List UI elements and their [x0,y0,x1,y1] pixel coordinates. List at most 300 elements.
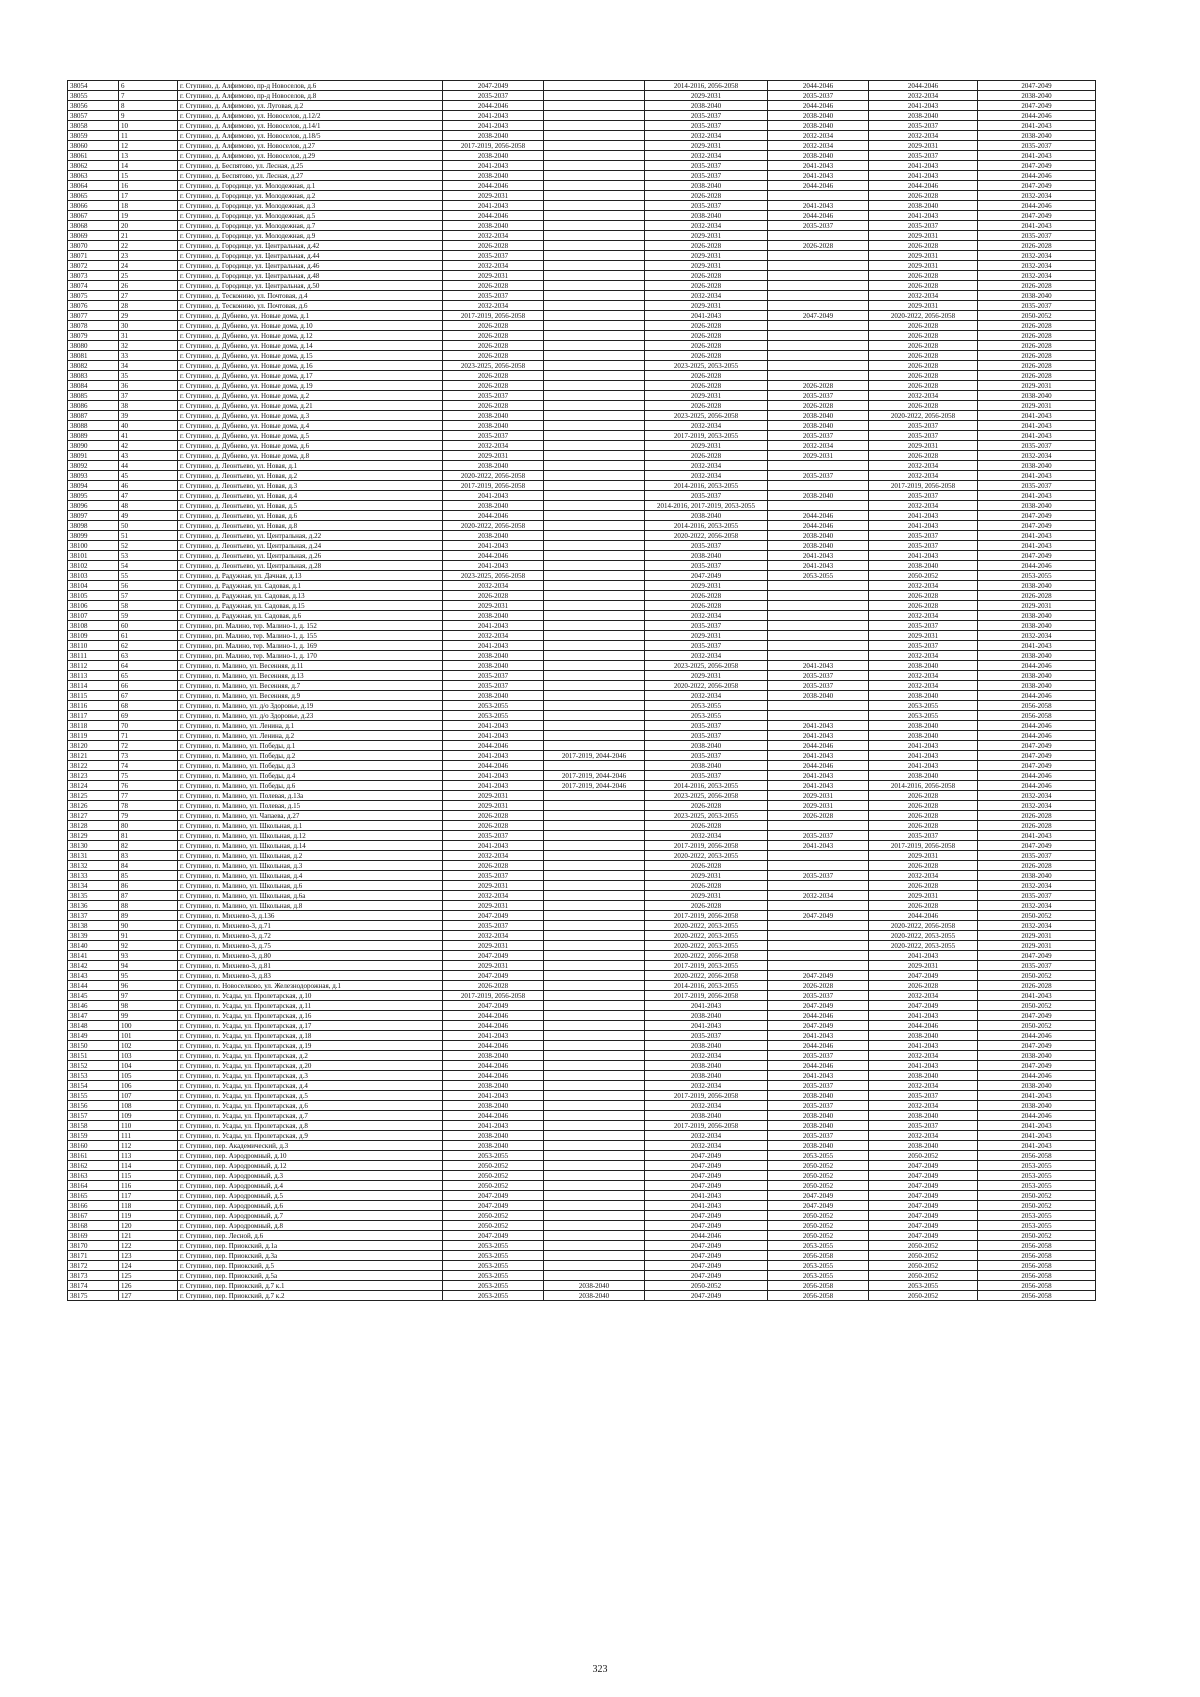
address-cell: г. Ступино, д. Тесконино, ул. Почтовая, д.6 [178,301,443,311]
period-col-4-cell: 2047-2049 [768,1021,869,1031]
row-id-cell: 38062 [68,161,119,171]
period-col-2-cell [544,681,645,691]
row-id-cell: 38056 [68,101,119,111]
row-id-cell: 38131 [68,851,119,861]
period-col-5-cell: 2041-2043 [869,171,978,181]
period-col-5-cell: 2032-2034 [869,131,978,141]
period-col-1-cell: 2035-2037 [443,91,544,101]
period-col-1-cell: 2017-2019, 2056-2058 [443,991,544,1001]
period-col-1-cell: 2032-2034 [443,851,544,861]
period-col-1-cell: 2053-2055 [443,1271,544,1281]
row-number-cell: 80 [119,821,178,831]
period-col-6-cell: 2047-2049 [978,521,1096,531]
period-col-6-cell: 2035-2037 [978,441,1096,451]
period-col-4-cell: 2044-2046 [768,741,869,751]
period-col-1-cell: 2038-2040 [443,1101,544,1111]
row-number-cell: 37 [119,391,178,401]
period-col-4-cell [768,631,869,641]
period-col-2-cell [544,461,645,471]
period-col-3-cell: 2029-2031 [645,581,768,591]
address-cell: г. Ступино, п. Малино, ул. Победы, д.3 [178,761,443,771]
period-col-5-cell: 2026-2028 [869,821,978,831]
period-col-3-cell: 2032-2034 [645,611,768,621]
address-cell: г. Ступино, д. Городище, ул. Молодежная, д.2 [178,191,443,201]
period-col-3-cell: 2014-2016, 2053-2055 [645,481,768,491]
period-col-1-cell: 2041-2043 [443,201,544,211]
period-col-1-cell: 2047-2049 [443,1191,544,1201]
period-col-5-cell: 2035-2037 [869,1121,978,1131]
period-col-2-cell [544,621,645,631]
row-id-cell: 38107 [68,611,119,621]
period-col-6-cell: 2050-2052 [978,1201,1096,1211]
period-col-2-cell [544,881,645,891]
period-col-6-cell: 2047-2049 [978,81,1096,91]
row-number-cell: 98 [119,1001,178,1011]
period-col-6-cell: 2056-2058 [978,1271,1096,1281]
period-col-2-cell [544,221,645,231]
row-id-cell: 38060 [68,141,119,151]
period-col-5-cell: 2044-2046 [869,911,978,921]
address-cell: г. Ступино, п. Малино, ул. Школьная, д.6 [178,881,443,891]
row-id-cell: 38123 [68,771,119,781]
period-col-4-cell: 2050-2052 [768,1171,869,1181]
row-number-cell: 10 [119,121,178,131]
period-col-5-cell: 2017-2019, 2056-2058 [869,481,978,491]
row-number-cell: 123 [119,1251,178,1261]
row-number-cell: 119 [119,1211,178,1221]
period-col-2-cell [544,851,645,861]
period-col-1-cell: 2050-2052 [443,1171,544,1181]
table-row [68,1161,1096,1171]
table-row [68,1071,1096,1081]
address-cell: г. Ступино, пер. Приокский, д.7 к.1 [178,1281,443,1291]
period-col-2-cell [544,511,645,521]
table-row [68,801,1096,811]
period-col-3-cell: 2047-2049 [645,1261,768,1271]
period-col-2-cell [544,1081,645,1091]
period-col-4-cell: 2026-2028 [768,241,869,251]
period-col-5-cell: 2035-2037 [869,641,978,651]
period-col-3-cell: 2035-2037 [645,621,768,631]
period-col-4-cell [768,601,869,611]
period-col-4-cell [768,641,869,651]
table-row [68,931,1096,941]
row-id-cell: 38111 [68,651,119,661]
address-cell: г. Ступино, п. Малино, ул. Ленина, д.2 [178,731,443,741]
address-cell: г. Ступино, д. Радужная, ул. Садовая, д.13 [178,591,443,601]
period-col-1-cell: 2041-2043 [443,641,544,651]
table-row [68,521,1096,531]
period-col-6-cell: 2056-2058 [978,1291,1096,1301]
period-col-1-cell: 2038-2040 [443,171,544,181]
period-col-3-cell: 2047-2049 [645,1241,768,1251]
table-row [68,771,1096,781]
row-id-cell: 38067 [68,211,119,221]
row-number-cell: 52 [119,541,178,551]
schedule-table-container [67,80,1050,1301]
row-id-cell: 38074 [68,281,119,291]
period-col-2-cell [544,441,645,451]
period-col-5-cell: 2026-2028 [869,381,978,391]
address-cell: г. Ступино, п. Михнево-3, д.71 [178,921,443,931]
row-number-cell: 111 [119,1131,178,1141]
table-row [68,261,1096,271]
period-col-4-cell: 2026-2028 [768,401,869,411]
row-id-cell: 38093 [68,471,119,481]
period-col-5-cell: 2035-2037 [869,491,978,501]
period-col-3-cell: 2026-2028 [645,821,768,831]
row-number-cell: 91 [119,931,178,941]
period-col-5-cell: 2029-2031 [869,631,978,641]
table-row [68,831,1096,841]
period-col-1-cell: 2053-2055 [443,1281,544,1291]
row-id-cell: 38146 [68,1001,119,1011]
period-col-1-cell: 2023-2025, 2056-2058 [443,361,544,371]
table-row [68,721,1096,731]
period-col-5-cell: 2029-2031 [869,441,978,451]
period-col-1-cell: 2029-2031 [443,601,544,611]
table-row [68,81,1096,91]
period-col-4-cell [768,821,869,831]
period-col-4-cell [768,591,869,601]
row-id-cell: 38081 [68,351,119,361]
period-col-3-cell: 2032-2034 [645,421,768,431]
period-col-6-cell: 2053-2055 [978,1171,1096,1181]
row-number-cell: 117 [119,1191,178,1201]
period-col-3-cell: 2044-2046 [645,1231,768,1241]
row-number-cell: 57 [119,591,178,601]
row-number-cell: 115 [119,1171,178,1181]
period-col-6-cell: 2032-2034 [978,631,1096,641]
period-col-3-cell: 2017-2019, 2056-2058 [645,1091,768,1101]
period-col-3-cell: 2026-2028 [645,321,768,331]
period-col-1-cell: 2029-2031 [443,961,544,971]
period-col-2-cell [544,581,645,591]
period-col-5-cell: 2026-2028 [869,241,978,251]
period-col-5-cell: 2038-2040 [869,721,978,731]
table-row [68,681,1096,691]
row-id-cell: 38147 [68,1011,119,1021]
period-col-2-cell: 2017-2019, 2044-2046 [544,751,645,761]
period-col-6-cell: 2047-2049 [978,181,1096,191]
row-number-cell: 97 [119,991,178,1001]
row-number-cell: 24 [119,261,178,271]
period-col-5-cell: 2047-2049 [869,1171,978,1181]
period-col-1-cell: 2053-2055 [443,1291,544,1301]
row-id-cell: 38169 [68,1231,119,1241]
row-number-cell: 18 [119,201,178,211]
period-col-5-cell: 2032-2034 [869,91,978,101]
row-number-cell: 59 [119,611,178,621]
period-col-4-cell [768,361,869,371]
period-col-2-cell [544,871,645,881]
period-col-2-cell [544,341,645,351]
period-col-5-cell: 2041-2043 [869,101,978,111]
period-col-4-cell: 2053-2055 [768,1241,869,1251]
period-col-6-cell: 2038-2040 [978,131,1096,141]
period-col-2-cell [544,321,645,331]
period-col-2-cell [544,811,645,821]
period-col-1-cell: 2017-2019, 2056-2058 [443,311,544,321]
period-col-3-cell: 2032-2034 [645,831,768,841]
period-col-3-cell: 2035-2037 [645,171,768,181]
period-col-4-cell [768,581,869,591]
period-col-4-cell: 2050-2052 [768,1211,869,1221]
period-col-3-cell: 2038-2040 [645,1061,768,1071]
table-row [68,531,1096,541]
period-col-2-cell [544,611,645,621]
period-col-5-cell: 2029-2031 [869,961,978,971]
period-col-5-cell: 2029-2031 [869,231,978,241]
period-col-3-cell: 2041-2043 [645,1191,768,1201]
period-col-1-cell: 2029-2031 [443,191,544,201]
period-col-2-cell [544,951,645,961]
table-row [68,361,1096,371]
period-col-3-cell: 2038-2040 [645,101,768,111]
period-col-5-cell: 2026-2028 [869,271,978,281]
period-col-6-cell: 2026-2028 [978,371,1096,381]
period-col-1-cell: 2035-2037 [443,831,544,841]
period-col-4-cell: 2041-2043 [768,551,869,561]
period-col-2-cell [544,391,645,401]
period-col-3-cell: 2026-2028 [645,591,768,601]
period-col-6-cell: 2026-2028 [978,591,1096,601]
period-col-2-cell [544,311,645,321]
row-number-cell: 28 [119,301,178,311]
period-col-4-cell: 2053-2055 [768,1261,869,1271]
row-id-cell: 38174 [68,1281,119,1291]
period-col-1-cell: 2038-2040 [443,501,544,511]
address-cell: г. Ступино, д. Леонтьево, ул. Центральная, д.22 [178,531,443,541]
row-number-cell: 56 [119,581,178,591]
period-col-2-cell [544,701,645,711]
period-col-5-cell: 2044-2046 [869,81,978,91]
period-col-2-cell [544,1251,645,1261]
period-col-1-cell: 2026-2028 [443,331,544,341]
period-col-4-cell [768,711,869,721]
period-col-1-cell: 2026-2028 [443,981,544,991]
table-row [68,951,1096,961]
period-col-1-cell: 2050-2052 [443,1221,544,1231]
period-col-6-cell: 2050-2052 [978,1191,1096,1201]
table-row [68,551,1096,561]
period-col-5-cell: 2050-2052 [869,1291,978,1301]
table-row [68,441,1096,451]
row-id-cell: 38153 [68,1071,119,1081]
period-col-4-cell: 2038-2040 [768,151,869,161]
address-cell: г. Ступино, пер. Приокский, д.5 [178,1261,443,1271]
row-number-cell: 20 [119,221,178,231]
period-col-4-cell: 2035-2037 [768,431,869,441]
table-row [68,101,1096,111]
period-col-3-cell: 2020-2022, 2053-2055 [645,851,768,861]
period-col-3-cell: 2035-2037 [645,731,768,741]
period-col-5-cell: 2035-2037 [869,1091,978,1101]
period-col-4-cell: 2044-2046 [768,181,869,191]
table-row [68,1151,1096,1161]
row-number-cell: 118 [119,1201,178,1211]
table-row [68,1041,1096,1051]
row-number-cell: 47 [119,491,178,501]
row-id-cell: 38096 [68,501,119,511]
row-id-cell: 38132 [68,861,119,871]
period-col-1-cell: 2035-2037 [443,251,544,261]
period-col-6-cell: 2038-2040 [978,611,1096,621]
period-col-6-cell: 2041-2043 [978,1141,1096,1151]
address-cell: г. Ступино, д. Леонтьево, ул. Новая, д.4 [178,491,443,501]
address-cell: г. Ступино, п. Малино, ул. Чапаева, д.27 [178,811,443,821]
row-id-cell: 38167 [68,1211,119,1221]
row-id-cell: 38099 [68,531,119,541]
period-col-3-cell: 2017-2019, 2053-2055 [645,961,768,971]
period-col-1-cell: 2038-2040 [443,651,544,661]
period-col-3-cell: 2026-2028 [645,381,768,391]
row-number-cell: 82 [119,841,178,851]
row-number-cell: 121 [119,1231,178,1241]
period-col-2-cell [544,91,645,101]
address-cell: г. Ступино, д. Дубнево, ул. Новые дома, д.10 [178,321,443,331]
row-id-cell: 38136 [68,901,119,911]
table-row [68,381,1096,391]
table-row [68,731,1096,741]
row-id-cell: 38061 [68,151,119,161]
row-number-cell: 46 [119,481,178,491]
period-col-4-cell: 2026-2028 [768,981,869,991]
row-number-cell: 51 [119,531,178,541]
row-number-cell: 12 [119,141,178,151]
address-cell: г. Ступино, д. Радужная, ул. Садовая, д.1 [178,581,443,591]
period-col-2-cell [544,211,645,221]
period-col-4-cell: 2038-2040 [768,121,869,131]
table-row [68,271,1096,281]
period-col-5-cell: 2026-2028 [869,591,978,601]
row-id-cell: 38071 [68,251,119,261]
table-row [68,431,1096,441]
row-number-cell: 92 [119,941,178,951]
period-col-6-cell: 2038-2040 [978,91,1096,101]
table-row [68,821,1096,831]
row-id-cell: 38155 [68,1091,119,1101]
row-id-cell: 38066 [68,201,119,211]
period-col-2-cell [544,1011,645,1021]
period-col-2-cell [544,641,645,651]
table-row [68,1171,1096,1181]
row-number-cell: 102 [119,1041,178,1051]
period-col-5-cell: 2035-2037 [869,541,978,551]
period-col-4-cell [768,501,869,511]
row-number-cell: 53 [119,551,178,561]
period-col-5-cell: 2050-2052 [869,1151,978,1161]
address-cell: г. Ступино, д. Леонтьево, ул. Новая, д.3 [178,481,443,491]
period-col-4-cell: 2035-2037 [768,391,869,401]
address-cell: г. Ступино, д. Леонтьево, ул. Новая, д.1 [178,461,443,471]
period-col-1-cell: 2017-2019, 2056-2058 [443,481,544,491]
period-col-3-cell: 2047-2049 [645,1251,768,1261]
period-col-3-cell: 2023-2025, 2056-2058 [645,661,768,671]
period-col-6-cell: 2041-2043 [978,421,1096,431]
period-col-3-cell: 2023-2025, 2053-2055 [645,811,768,821]
period-col-5-cell: 2050-2052 [869,1241,978,1251]
period-col-4-cell: 2050-2052 [768,1181,869,1191]
period-col-2-cell [544,1131,645,1141]
period-col-1-cell: 2041-2043 [443,1121,544,1131]
address-cell: г. Ступино, п. Усады, ул. Пролетарская, д.6 [178,1101,443,1111]
period-col-4-cell [768,261,869,271]
period-col-6-cell: 2038-2040 [978,581,1096,591]
period-col-1-cell: 2026-2028 [443,341,544,351]
address-cell: г. Ступино, пер. Приокский, д.7 к.2 [178,1291,443,1301]
period-col-2-cell [544,731,645,741]
table-row [68,411,1096,421]
period-col-4-cell: 2050-2052 [768,1231,869,1241]
period-col-5-cell: 2032-2034 [869,391,978,401]
address-cell: г. Ступино, д. Дубнево, ул. Новые дома, д.17 [178,371,443,381]
period-col-5-cell: 2053-2055 [869,701,978,711]
row-id-cell: 38109 [68,631,119,641]
row-number-cell: 11 [119,131,178,141]
period-col-1-cell: 2035-2037 [443,921,544,931]
period-col-5-cell: 2032-2034 [869,671,978,681]
period-col-5-cell: 2026-2028 [869,321,978,331]
row-id-cell: 38077 [68,311,119,321]
row-id-cell: 38125 [68,791,119,801]
period-col-2-cell [544,801,645,811]
period-col-4-cell: 2047-2049 [768,1191,869,1201]
row-number-cell: 79 [119,811,178,821]
period-col-4-cell: 2041-2043 [768,201,869,211]
period-col-5-cell: 2026-2028 [869,361,978,371]
period-col-4-cell [768,941,869,951]
period-col-2-cell [544,831,645,841]
row-id-cell: 38124 [68,781,119,791]
address-cell: г. Ступино, пер. Аэродромный, д.12 [178,1161,443,1171]
period-col-3-cell: 2029-2031 [645,91,768,101]
period-col-2-cell [544,331,645,341]
period-col-1-cell: 2029-2031 [443,941,544,951]
period-col-1-cell: 2041-2043 [443,561,544,571]
row-id-cell: 38059 [68,131,119,141]
period-col-3-cell: 2026-2028 [645,451,768,461]
row-id-cell: 38151 [68,1051,119,1061]
period-col-1-cell: 2047-2049 [443,971,544,981]
table-row [68,251,1096,261]
address-cell: г. Ступино, п. Малино, ул. Весенняя, д.7 [178,681,443,691]
table-row [68,341,1096,351]
address-cell: г. Ступино, п. Усады, ул. Пролетарская, д.5 [178,1091,443,1101]
address-cell: г. Ступино, пер. Академический, д.3 [178,1141,443,1151]
period-col-1-cell: 2044-2046 [443,1041,544,1051]
period-col-3-cell: 2029-2031 [645,231,768,241]
address-cell: г. Ступино, д. Дубнево, ул. Новые дома, д.15 [178,351,443,361]
row-id-cell: 38058 [68,121,119,131]
table-row [68,451,1096,461]
period-col-6-cell: 2044-2046 [978,771,1096,781]
period-col-3-cell: 2035-2037 [645,771,768,781]
address-cell: г. Ступино, п. Малино, ул. д/о Здоровье, д.23 [178,711,443,721]
period-col-5-cell: 2038-2040 [869,201,978,211]
table-row [68,1231,1096,1241]
row-number-cell: 85 [119,871,178,881]
period-col-1-cell: 2029-2031 [443,271,544,281]
period-col-3-cell: 2026-2028 [645,881,768,891]
period-col-6-cell: 2026-2028 [978,351,1096,361]
row-id-cell: 38105 [68,591,119,601]
period-col-5-cell: 2026-2028 [869,331,978,341]
period-col-6-cell: 2056-2058 [978,1281,1096,1291]
period-col-6-cell: 2053-2055 [978,571,1096,581]
period-col-4-cell: 2050-2052 [768,1221,869,1231]
row-id-cell: 38121 [68,751,119,761]
